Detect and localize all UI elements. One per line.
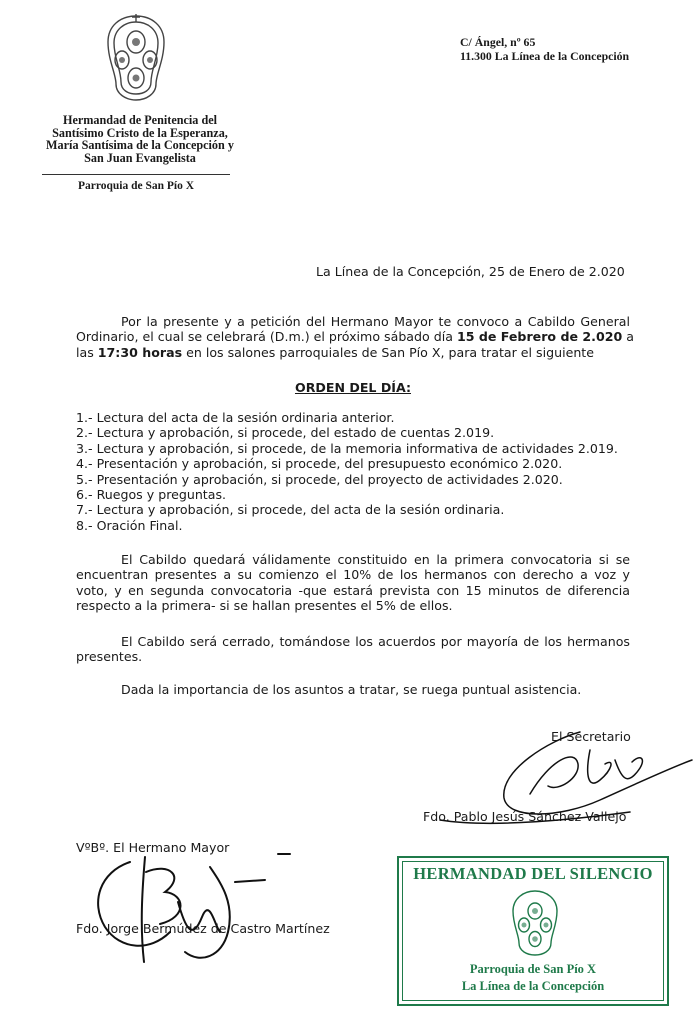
- secretary-name: Fdo. Pablo Jesús Sánchez Vallejo: [423, 809, 627, 824]
- intro-line-3: [76, 345, 630, 360]
- intro-text: a: [622, 329, 634, 345]
- stamp-title: HERMANDAD DEL SILENCIO: [413, 864, 653, 883]
- stamp-seal-icon: [507, 888, 563, 958]
- intro-line-2: [76, 329, 634, 345]
- quorum-line: El Cabildo quedará válidamente constituido en la primera convocatoria si se: [121, 552, 630, 567]
- agenda-list: [76, 410, 618, 533]
- quorum-line: respecto a la primera- si se hallan presentes el 5% de ellos.: [76, 598, 453, 614]
- closing-line: presentes.: [76, 649, 143, 665]
- brotherhood-name-line: San Juan Evangelista: [84, 150, 196, 165]
- brotherhood-name-line: María Santísima de la Concepción y: [46, 138, 234, 153]
- agenda-item: 4.- Presentación y aprobación, si procede, del presupuesto económico 2.020.: [76, 456, 563, 472]
- agenda-item: 2.- Lectura y aprobación, si procede, del estado de cuentas 2.019.: [76, 425, 495, 441]
- address-city: 11.300 La Línea de la Concepción: [460, 48, 630, 63]
- final-note: Dada la importancia de los asuntos a tratar, se ruega puntual asistencia.: [121, 682, 582, 697]
- header-divider: [42, 174, 230, 175]
- stamp-parish: Parroquia de San Pío X: [469, 962, 597, 976]
- intro-text: Ordinario, el cual se celebrará (D.m.) el próximo sábado día: [76, 329, 457, 345]
- agenda-item: 1.- Lectura del acta de la sesión ordinaria anterior.: [76, 410, 395, 425]
- intro-line-1: [76, 314, 630, 329]
- agenda-item: 7.- Lectura y aprobación, si procede, del acta de la sesión ordinaria.: [76, 502, 505, 518]
- brotherhood-crest-icon: [100, 12, 172, 104]
- brotherhood-stamp: [397, 856, 669, 1006]
- address-street: C/ Ángel, nº 65: [460, 35, 536, 49]
- agenda-item: 5.- Presentación y aprobación, si procede, del proyecto de actividades 2.020.: [76, 471, 563, 487]
- agenda-title: ORDEN DEL DÍA:: [294, 380, 411, 395]
- meeting-time: 17:30 horas: [97, 344, 183, 360]
- address-block: [460, 36, 629, 63]
- secretary-title: El Secretario: [551, 729, 631, 744]
- mayor-signature-icon: [60, 832, 300, 982]
- stamp-city: La Línea de la Concepción: [461, 979, 605, 993]
- secretary-signature-icon: [400, 720, 693, 840]
- agenda-item: 3.- Lectura y aprobación, si procede, de la memoria informativa de actividades 2.019.: [76, 440, 618, 456]
- agenda-item: 6.- Ruegos y preguntas.: [76, 487, 227, 503]
- quorum-line: encuentran presentes a su comienzo el 10% de los hermanos con derecho a voz y: [76, 567, 630, 583]
- brotherhood-name-line: Hermandad de Penitencia del: [62, 113, 218, 127]
- meeting-date: 15 de Febrero de 2.020: [456, 329, 623, 345]
- vb-label: VºBº. El Hermano Mayor: [76, 840, 230, 855]
- intro-text: Por la presente y a petición del Hermano Mayor te convoco a Cabildo General: [121, 314, 630, 329]
- brotherhood-name: [10, 114, 270, 164]
- mayor-name: Fdo. Jorge Bermúdez de Castro Martínez: [76, 921, 330, 936]
- agenda-item: 8.- Oración Final.: [76, 517, 183, 533]
- letter-date: La Línea de la Concepción, 25 de Enero de 2.020: [316, 264, 625, 279]
- intro-text: en los salones parroquiales de San Pío X, para tratar el siguiente: [182, 344, 594, 360]
- intro-paragraph: [76, 314, 634, 360]
- quorum-paragraph: [76, 552, 630, 614]
- closing-paragraph: [76, 634, 630, 665]
- parish-label: Parroquia de San Pío X: [77, 180, 195, 192]
- closing-line: El Cabildo será cerrado, tomándose los acuerdos por mayoría de los hermanos: [121, 634, 630, 649]
- brotherhood-name-line: Santísimo Cristo de la Esperanza,: [52, 125, 228, 140]
- intro-text: las: [76, 344, 98, 360]
- quorum-line: voto, y en segunda convocatoria -que estará prevista con 15 minutos de diferencia: [76, 582, 630, 598]
